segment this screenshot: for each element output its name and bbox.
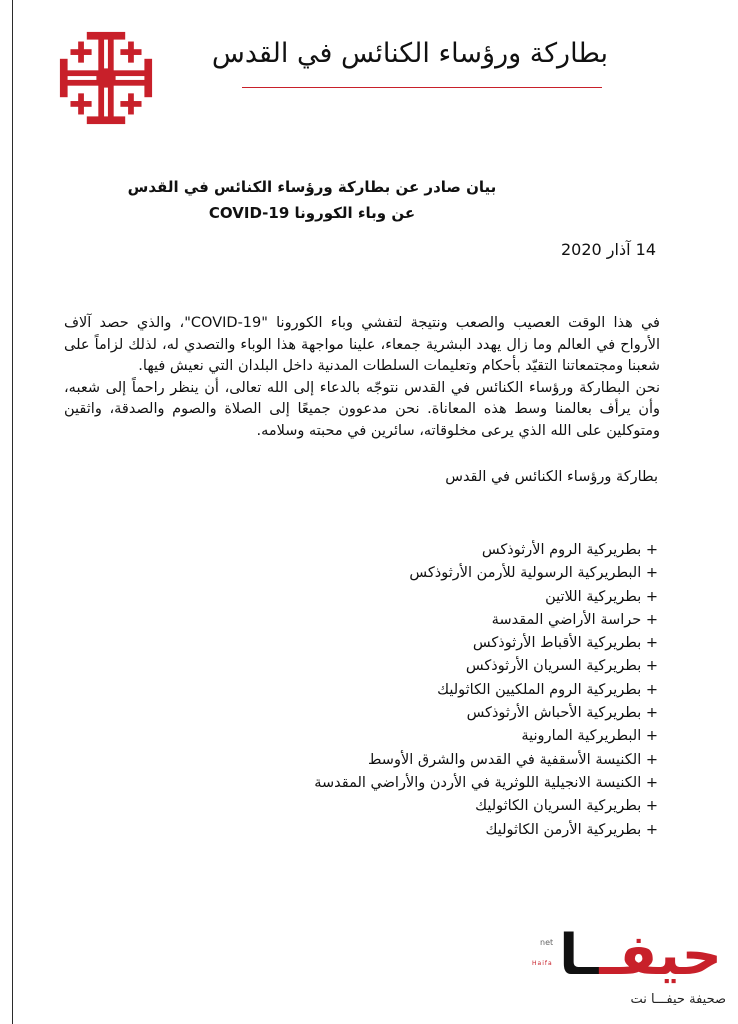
watermark-logo-red: حيفـ (599, 923, 722, 988)
header-divider (242, 87, 602, 88)
statement-body (64, 313, 660, 442)
list-item: + بطريركية اللاتين (545, 588, 658, 605)
list-item: + الكنيسة الأسقفية في القدس والشرق الأوسط (368, 751, 658, 768)
list-item: + بطريركية الروم الأرثوذكس (481, 542, 658, 558)
list-item: + بطريركية السريان الكاثوليك (475, 798, 658, 815)
subject-line-1: بيان صادر عن بطاركة ورؤساء الكنائس في القدس (127, 178, 497, 196)
list-item: + بطريركية الأحباش الأرثوذكس (466, 705, 658, 722)
list-item: + حراسة الأراضي المقدسة (491, 611, 658, 628)
statement-date: 14 آذار 2020 (561, 240, 656, 259)
subject-line-2: عن وباء الكورونا COVID-19 (208, 204, 416, 222)
watermark-logo (559, 923, 722, 988)
body-paragraph-2: نحن البطاركة ورؤساء الكنائس في القدس نتوجّه بالدعاء إلى الله تعالى، أن ينظر راحماً إلى شعبه، وأن يرأف بعالمنا وسط هذه المعاناة. نحن مدعوون جميعًا إلى الصلاة والصوم والصدقة، واثقين ومتوكلين على الله الذي يرعى مخلوقاته، سائرين في محبته وسلامه. (64, 379, 660, 439)
church-list (158, 539, 658, 842)
watermark-tagline: صحيفة حيفـــا نت (630, 992, 726, 1007)
watermark-net: net (540, 938, 554, 947)
list-item: + بطريركية الروم الملكيين الكاثوليك (437, 681, 658, 698)
list-item: + بطريركية السريان الأرثوذكس (465, 658, 658, 675)
watermark-brand: Haifa (532, 960, 553, 967)
page-margin-line (12, 0, 13, 1024)
body-paragraph-1: في هذا الوقت العصيب والصعب ونتيجة لتفشي وباء الكورونا "COVID-19"، والذي حصد آلاف الأرواح في العالم وما زال يهدد البشرية جمعاء، علينا مواجهة هذا الوباء والتصدي له، لذلك لزاماً على شعبنا ومجتمعاتنا التقيّد بأحكام وتعليمات السلطات المدنية داخل البلدان التي نعيش فيها. (64, 315, 660, 374)
list-item: + بطريركية الأرمن الكاثوليك (485, 821, 658, 838)
list-item: + البطريركية الرسولية للأرمن الأرثوذكس (409, 565, 658, 582)
list-item: + البطريركية المارونية (521, 728, 658, 745)
list-item: + الكنيسة الانجيلية اللوثرية في الأردن والأراضي المقدسة (314, 774, 658, 791)
header-title: بطاركة ورؤساء الكنائس في القدس (211, 38, 608, 69)
statement-subject (82, 174, 542, 226)
haifa-net-watermark (530, 923, 730, 1018)
jerusalem-cross-icon (58, 30, 154, 126)
watermark-logo-black: ـا (559, 923, 600, 988)
signature-line: بطاركة ورؤساء الكنائس في القدس (445, 469, 658, 485)
list-item: + بطريركية الأقباط الأرثوذكس (472, 635, 658, 652)
